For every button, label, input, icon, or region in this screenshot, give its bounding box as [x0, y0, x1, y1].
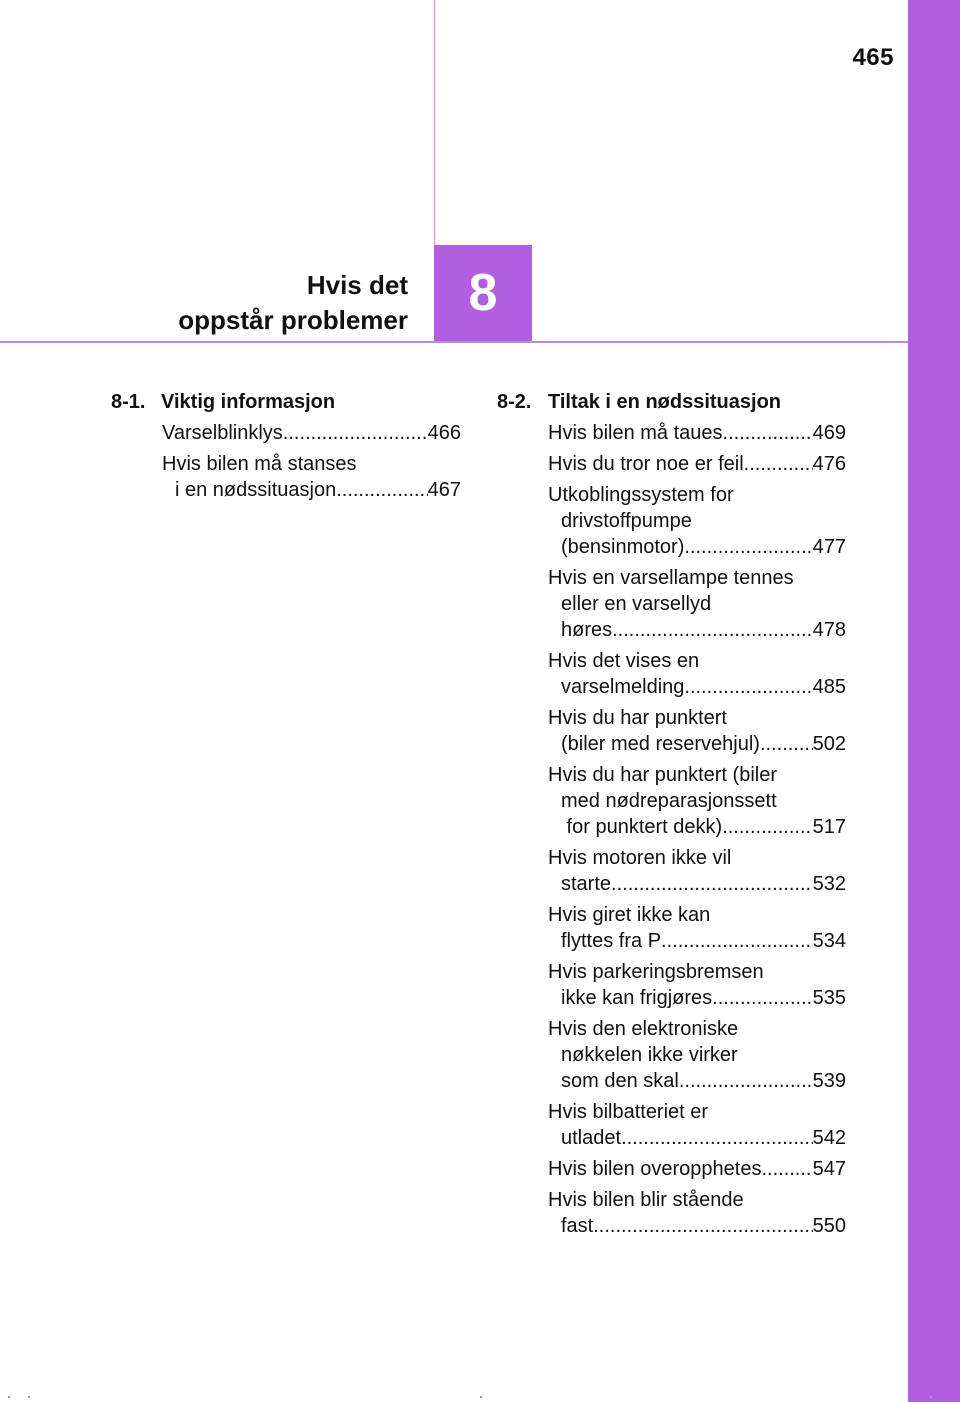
toc-entry-text: (bensinmotor)	[561, 536, 685, 558]
toc-entry-text: Hvis du har punktert	[548, 707, 727, 729]
toc-leader-dots	[621, 1125, 813, 1151]
toc-entry-text: i en nødssituasjon	[175, 479, 337, 501]
toc-entry-line	[548, 1042, 846, 1068]
toc-entry-text: varselmelding	[561, 676, 685, 698]
toc-entry-line	[548, 845, 846, 871]
page-number: 465	[852, 44, 894, 71]
toc-entry[interactable]	[548, 705, 846, 757]
toc-entry-line	[548, 648, 846, 674]
toc-entry-text: ikke kan frigjøres	[561, 987, 713, 1009]
toc-entry-line	[548, 451, 846, 477]
toc-entry[interactable]	[548, 482, 846, 560]
toc-entry-line	[548, 788, 846, 814]
toc-leader-dots	[684, 534, 812, 560]
toc-entry-line	[548, 482, 846, 508]
toc-page-number: 550	[812, 1215, 846, 1237]
toc-entry-text: for punktert dekk)	[561, 816, 723, 838]
toc-entry-line	[548, 1099, 846, 1125]
toc-section-8-1	[111, 389, 461, 508]
toc-page-number: 469	[812, 422, 846, 444]
toc-leader-dots	[336, 477, 427, 503]
toc-entry-text: utladet	[561, 1127, 622, 1149]
toc-entry-line	[548, 1125, 846, 1151]
toc-leader-dots	[679, 1068, 813, 1094]
toc-entry[interactable]	[548, 1016, 846, 1094]
toc-entry-line	[548, 1187, 846, 1213]
toc-entry-text: Hvis bilen overopphetes	[548, 1158, 762, 1180]
toc-entry-line	[162, 420, 461, 446]
toc-leader-dots	[723, 420, 813, 446]
toc-entry-text: Hvis du har punktert (biler	[548, 764, 777, 786]
toc-entry-text: flyttes fra P	[561, 930, 662, 952]
toc-entry-line	[548, 1016, 846, 1042]
toc-entry-text: Hvis bilen må stanses	[162, 453, 357, 475]
toc-entry-text: fast	[561, 1215, 594, 1237]
toc-entry-line	[548, 959, 846, 985]
toc-entry-text: som den skal	[561, 1070, 679, 1092]
chapter-title-line1: Hvis det	[306, 270, 408, 300]
section-number: 8-1.	[111, 391, 146, 413]
toc-entries	[548, 420, 846, 1239]
section-title: Viktig informasjon	[161, 391, 336, 413]
toc-entry-line	[548, 1213, 846, 1239]
toc-entry-text: eller en varsellyd	[561, 593, 712, 615]
footer-crop-marks	[0, 1396, 908, 1400]
toc-entry-text: Varselblinklys	[162, 422, 283, 444]
toc-leader-dots	[283, 420, 428, 446]
toc-entry-line	[548, 871, 846, 897]
toc-entry-line	[548, 420, 846, 446]
toc-leader-dots	[761, 1156, 812, 1182]
toc-leader-dots	[744, 451, 813, 477]
toc-entry-text: (biler med reservehjul)	[561, 733, 760, 755]
toc-entry-text: Hvis giret ikke kan	[548, 904, 711, 926]
toc-entry-text: Hvis parkeringsbremsen	[548, 961, 764, 983]
toc-entry-text: Hvis bilen blir stående	[548, 1189, 744, 1211]
toc-entry-text: høres	[561, 619, 613, 641]
section-heading	[111, 389, 461, 415]
toc-page-number: 476	[812, 453, 846, 475]
toc-page-number: 535	[812, 987, 846, 1009]
toc-entry[interactable]	[162, 451, 461, 503]
toc-entry-line	[548, 985, 846, 1011]
toc-page-number: 467	[427, 479, 461, 501]
section-heading	[497, 389, 846, 415]
toc-entry[interactable]	[548, 902, 846, 954]
toc-entry[interactable]	[548, 845, 846, 897]
toc-entry[interactable]	[548, 959, 846, 1011]
toc-entry-line	[548, 674, 846, 700]
toc-entry-line	[548, 902, 846, 928]
toc-entry-text: Hvis den elektroniske	[548, 1018, 739, 1040]
toc-entry[interactable]	[548, 451, 846, 477]
section-title: Tiltak i en nødssituasjon	[548, 391, 782, 413]
toc-leader-dots	[712, 985, 812, 1011]
chapter-number-box: 8	[434, 245, 532, 341]
toc-leader-dots	[593, 1213, 812, 1239]
toc-entry-text: Hvis bilbatteriet er	[548, 1101, 709, 1123]
toc-entry[interactable]	[162, 420, 461, 446]
toc-entry[interactable]	[548, 565, 846, 643]
toc-entry-line	[548, 508, 846, 534]
toc-entry[interactable]	[548, 762, 846, 840]
toc-page-number: 502	[812, 733, 846, 755]
toc-entry-text: Utkoblingssystem for	[548, 484, 734, 506]
toc-entry-line	[548, 762, 846, 788]
toc-page-number: 542	[812, 1127, 846, 1149]
toc-entry-line	[548, 1156, 846, 1182]
toc-entry-line	[162, 477, 461, 503]
header-divider-vertical	[434, 0, 435, 245]
toc-page-number: 478	[812, 619, 846, 641]
toc-entry-line	[162, 451, 461, 477]
toc-page-number: 532	[812, 873, 846, 895]
toc-entry-line	[548, 1068, 846, 1094]
toc-leader-dots	[722, 814, 812, 840]
toc-entry[interactable]	[548, 648, 846, 700]
toc-entries	[162, 420, 461, 503]
toc-entry-line	[548, 617, 846, 643]
toc-page-number: 517	[812, 816, 846, 838]
chapter-title-line2: oppstår problemer	[178, 305, 408, 335]
toc-page-number: 477	[812, 536, 846, 558]
toc-section-8-2	[497, 389, 846, 1244]
toc-entry[interactable]	[548, 1099, 846, 1151]
toc-entry-line	[548, 731, 846, 757]
toc-entry-line	[548, 565, 846, 591]
toc-entry-text: Hvis en varsellampe tennes	[548, 567, 794, 589]
toc-entry-line	[548, 814, 846, 840]
toc-page-number: 466	[427, 422, 461, 444]
toc-entry-text: Hvis motoren ikke vil	[548, 847, 732, 869]
toc-entry-text: nøkkelen ikke virker	[561, 1044, 738, 1066]
toc-page-number: 547	[812, 1158, 846, 1180]
toc-leader-dots	[612, 617, 813, 643]
toc-leader-dots	[760, 731, 813, 757]
header-divider-horizontal	[0, 341, 908, 343]
toc-leader-dots	[661, 928, 813, 954]
toc-entry-line	[548, 591, 846, 617]
toc-leader-dots	[684, 674, 812, 700]
section-number: 8-2.	[497, 391, 532, 413]
toc-entry[interactable]	[548, 1156, 846, 1182]
toc-entry-line	[548, 705, 846, 731]
toc-entry-text: Hvis du tror noe er feil	[548, 453, 744, 475]
toc-page-number: 485	[812, 676, 846, 698]
toc-entry-text: drivstoffpumpe	[561, 510, 692, 532]
toc-entry-text: starte	[561, 873, 612, 895]
toc-entry[interactable]	[548, 420, 846, 446]
toc-page-number: 534	[812, 930, 846, 952]
toc-entry-line	[548, 534, 846, 560]
toc-entry-text: med nødreparasjonssett	[561, 790, 777, 812]
toc-entry-text: Hvis bilen må taues	[548, 422, 723, 444]
chapter-title	[48, 268, 408, 338]
toc-entry[interactable]	[548, 1187, 846, 1239]
toc-page-number: 539	[812, 1070, 846, 1092]
toc-entry-line	[548, 928, 846, 954]
toc-entry-text: Hvis det vises en	[548, 650, 700, 672]
chapter-side-tab	[908, 0, 960, 1402]
toc-leader-dots	[611, 871, 813, 897]
